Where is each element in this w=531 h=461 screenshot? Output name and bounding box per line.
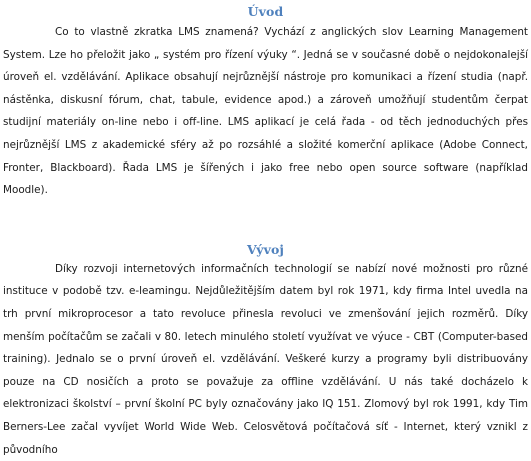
section-paragraph-vyvoj: Díky rozvoji internetových informačních technologií se nabízí nové možnosti pro různé instituce v podobě tzv. e-leamingu. Nejdůležitějším datem byl rok 1971, kdy firma Intel uvedla na trh první mikroprocesor a tato revoluce přinesla revoluci ve zmenšování jejich rozměrů. Díky menším počítačům se začali v 80. letech minulého století využívat ve výuce - CBT (Computer-based training). Jednalo se o první úroveň el. vzdělávání. Veškeré kurzy a programy byli distribuovány pouze na CD nosičích a proto se považuje za offline vzdělávání. U nás také docházelo k elektronizaci školství – první školní PC byly označovány jako IQ 151. Zlomový byl rok 1991, kdy Tim Berners-Lee začal vyvíjet World Wide Web. Celosvětová počítačová síť - Internet, který vznikl z původního: [3, 262, 528, 456]
section-heading-uvod: Úvod: [247, 4, 284, 19]
section-paragraph-uvod: Co to vlastně zkratka LMS znamená? Vychází z anglických slov Learning Management System. Lze ho přeložit jako „ systém pro řízení výuky “. Jedná se v současné době o nejdokonalejší úroveň el. vzdělávání. Aplikace obsahují nejrůznější nástroje pro komunikaci a řízení studia (např. nástěnka, diskusní fórum, chat, tabule, evidence apod.) a zároveň umožňují studentům čerpat studijní materiály on-line nebo i off-line. LMS aplikací je celá řada - od těch jednoduchých přes nejrůznější LMS z akademické sféry až po rozsáhlé a složité komerční aplikace (Adobe Connect, Fronter, Blackboard). Řada LMS je šířených i jako free nebo open source software (například Moodle).: [3, 26, 528, 197]
section-heading-vyvoj: Vývoj: [246, 241, 285, 257]
